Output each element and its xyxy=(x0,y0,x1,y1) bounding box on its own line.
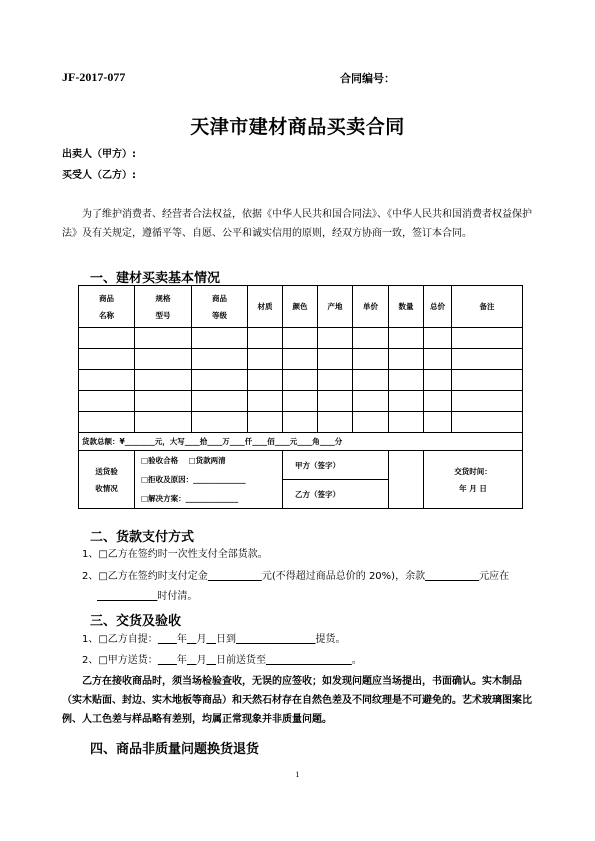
col-header-total-price: 总价 xyxy=(424,286,452,328)
col-header-material: 材质 xyxy=(248,286,283,328)
section4-heading: 四、商品非质量问题换货退货 xyxy=(90,742,260,757)
option-solution: □解决方案：______________ xyxy=(141,494,239,503)
section3-heading: 三、交货及验收 xyxy=(90,614,182,629)
table-row xyxy=(79,328,523,349)
section1-heading: 一、建材买卖基本情况 xyxy=(90,271,221,286)
delivery-date-ymd: 年 月 日 xyxy=(459,483,487,493)
page-number: 1 xyxy=(295,770,300,779)
col-header-color: 颜色 xyxy=(283,286,318,328)
delivery-inspection-label: 送货验 收情况 xyxy=(79,451,135,509)
table-header-row xyxy=(79,286,523,328)
pickup-option-1: 1、□乙方自提： 年 月 日到 提货。 xyxy=(82,634,346,645)
table-row xyxy=(79,412,523,433)
delivery-time-label: 交货时间： xyxy=(454,466,492,476)
delivery-row xyxy=(79,451,523,480)
col-header-quantity: 数量 xyxy=(389,286,424,328)
intro-paragraph: 为了维护消费者、经营者合法权益，依据《中华人民共和国合同法》、《中华人民共和国消费者权益保护法》及有关规定，遵循平等、自愿、公平和诚实信用的原则，经双方协商一致，签订本合同。 xyxy=(62,209,532,239)
total-amount-line: 货款总额：¥________元，大写____拾____万____仟____佰____元____角____分 xyxy=(79,433,523,451)
option-accepted: □验收合格 xyxy=(141,456,179,465)
contract-number-label: 合同编号： xyxy=(340,72,395,85)
option-paid-in-full: □货款两清 xyxy=(188,456,226,465)
seller-label: 出卖人（甲方）: xyxy=(62,149,136,160)
table-row xyxy=(79,391,523,412)
payment-option-2-cont: 时付清。 xyxy=(157,591,198,602)
option-rejected: □拒收及原因：______________ xyxy=(141,475,246,484)
col-header-product-name: 商品 名称 xyxy=(79,286,135,328)
table-row xyxy=(79,370,523,391)
page-title: 天津市建材商品买卖合同 xyxy=(190,116,405,138)
col-header-origin: 产地 xyxy=(318,286,353,328)
payment-option-1: 1、□乙方在签约时一次性支付全部货款。 xyxy=(82,549,268,560)
goods-table xyxy=(78,285,523,509)
buyer-label: 买受人（乙方）: xyxy=(62,170,136,181)
delivery-time-cell xyxy=(424,451,523,509)
party-a-signature: 甲方（签字） xyxy=(283,451,389,480)
col-header-unit-price: 单价 xyxy=(353,286,389,328)
document-code: JF-2017-077 xyxy=(62,70,126,84)
party-b-signature: 乙方（签字） xyxy=(283,480,389,509)
delivery-option-2: 2、□甲方送货： 年 月 日前送货至 。 xyxy=(82,655,362,666)
signature-blank xyxy=(389,451,424,509)
table-row xyxy=(79,349,523,370)
col-header-grade: 商品 等级 xyxy=(192,286,248,328)
section2-heading: 二、货款支付方式 xyxy=(90,530,195,545)
inspection-paragraph: 乙方在接收商品时，须当场检验查收，无误的应签收；如发现问题应当场提出，书面确认。实木制品（实木贴面、封边、实木地板等商品）和天然石材存在自然色差及不同纹理是不可避免的。艺术玻璃图案比例、人工色差与样品略有差别，均属正常现象并非质量问题。 xyxy=(62,676,532,725)
col-header-spec-model: 规格 型号 xyxy=(135,286,192,328)
total-row xyxy=(79,433,523,451)
col-header-remarks: 备注 xyxy=(452,286,523,328)
inspection-options xyxy=(135,451,283,509)
payment-option-2: 2、□乙方在签约时支付定金 元(不得超过商品总价的 20%)，余款 元应在 xyxy=(82,571,510,582)
